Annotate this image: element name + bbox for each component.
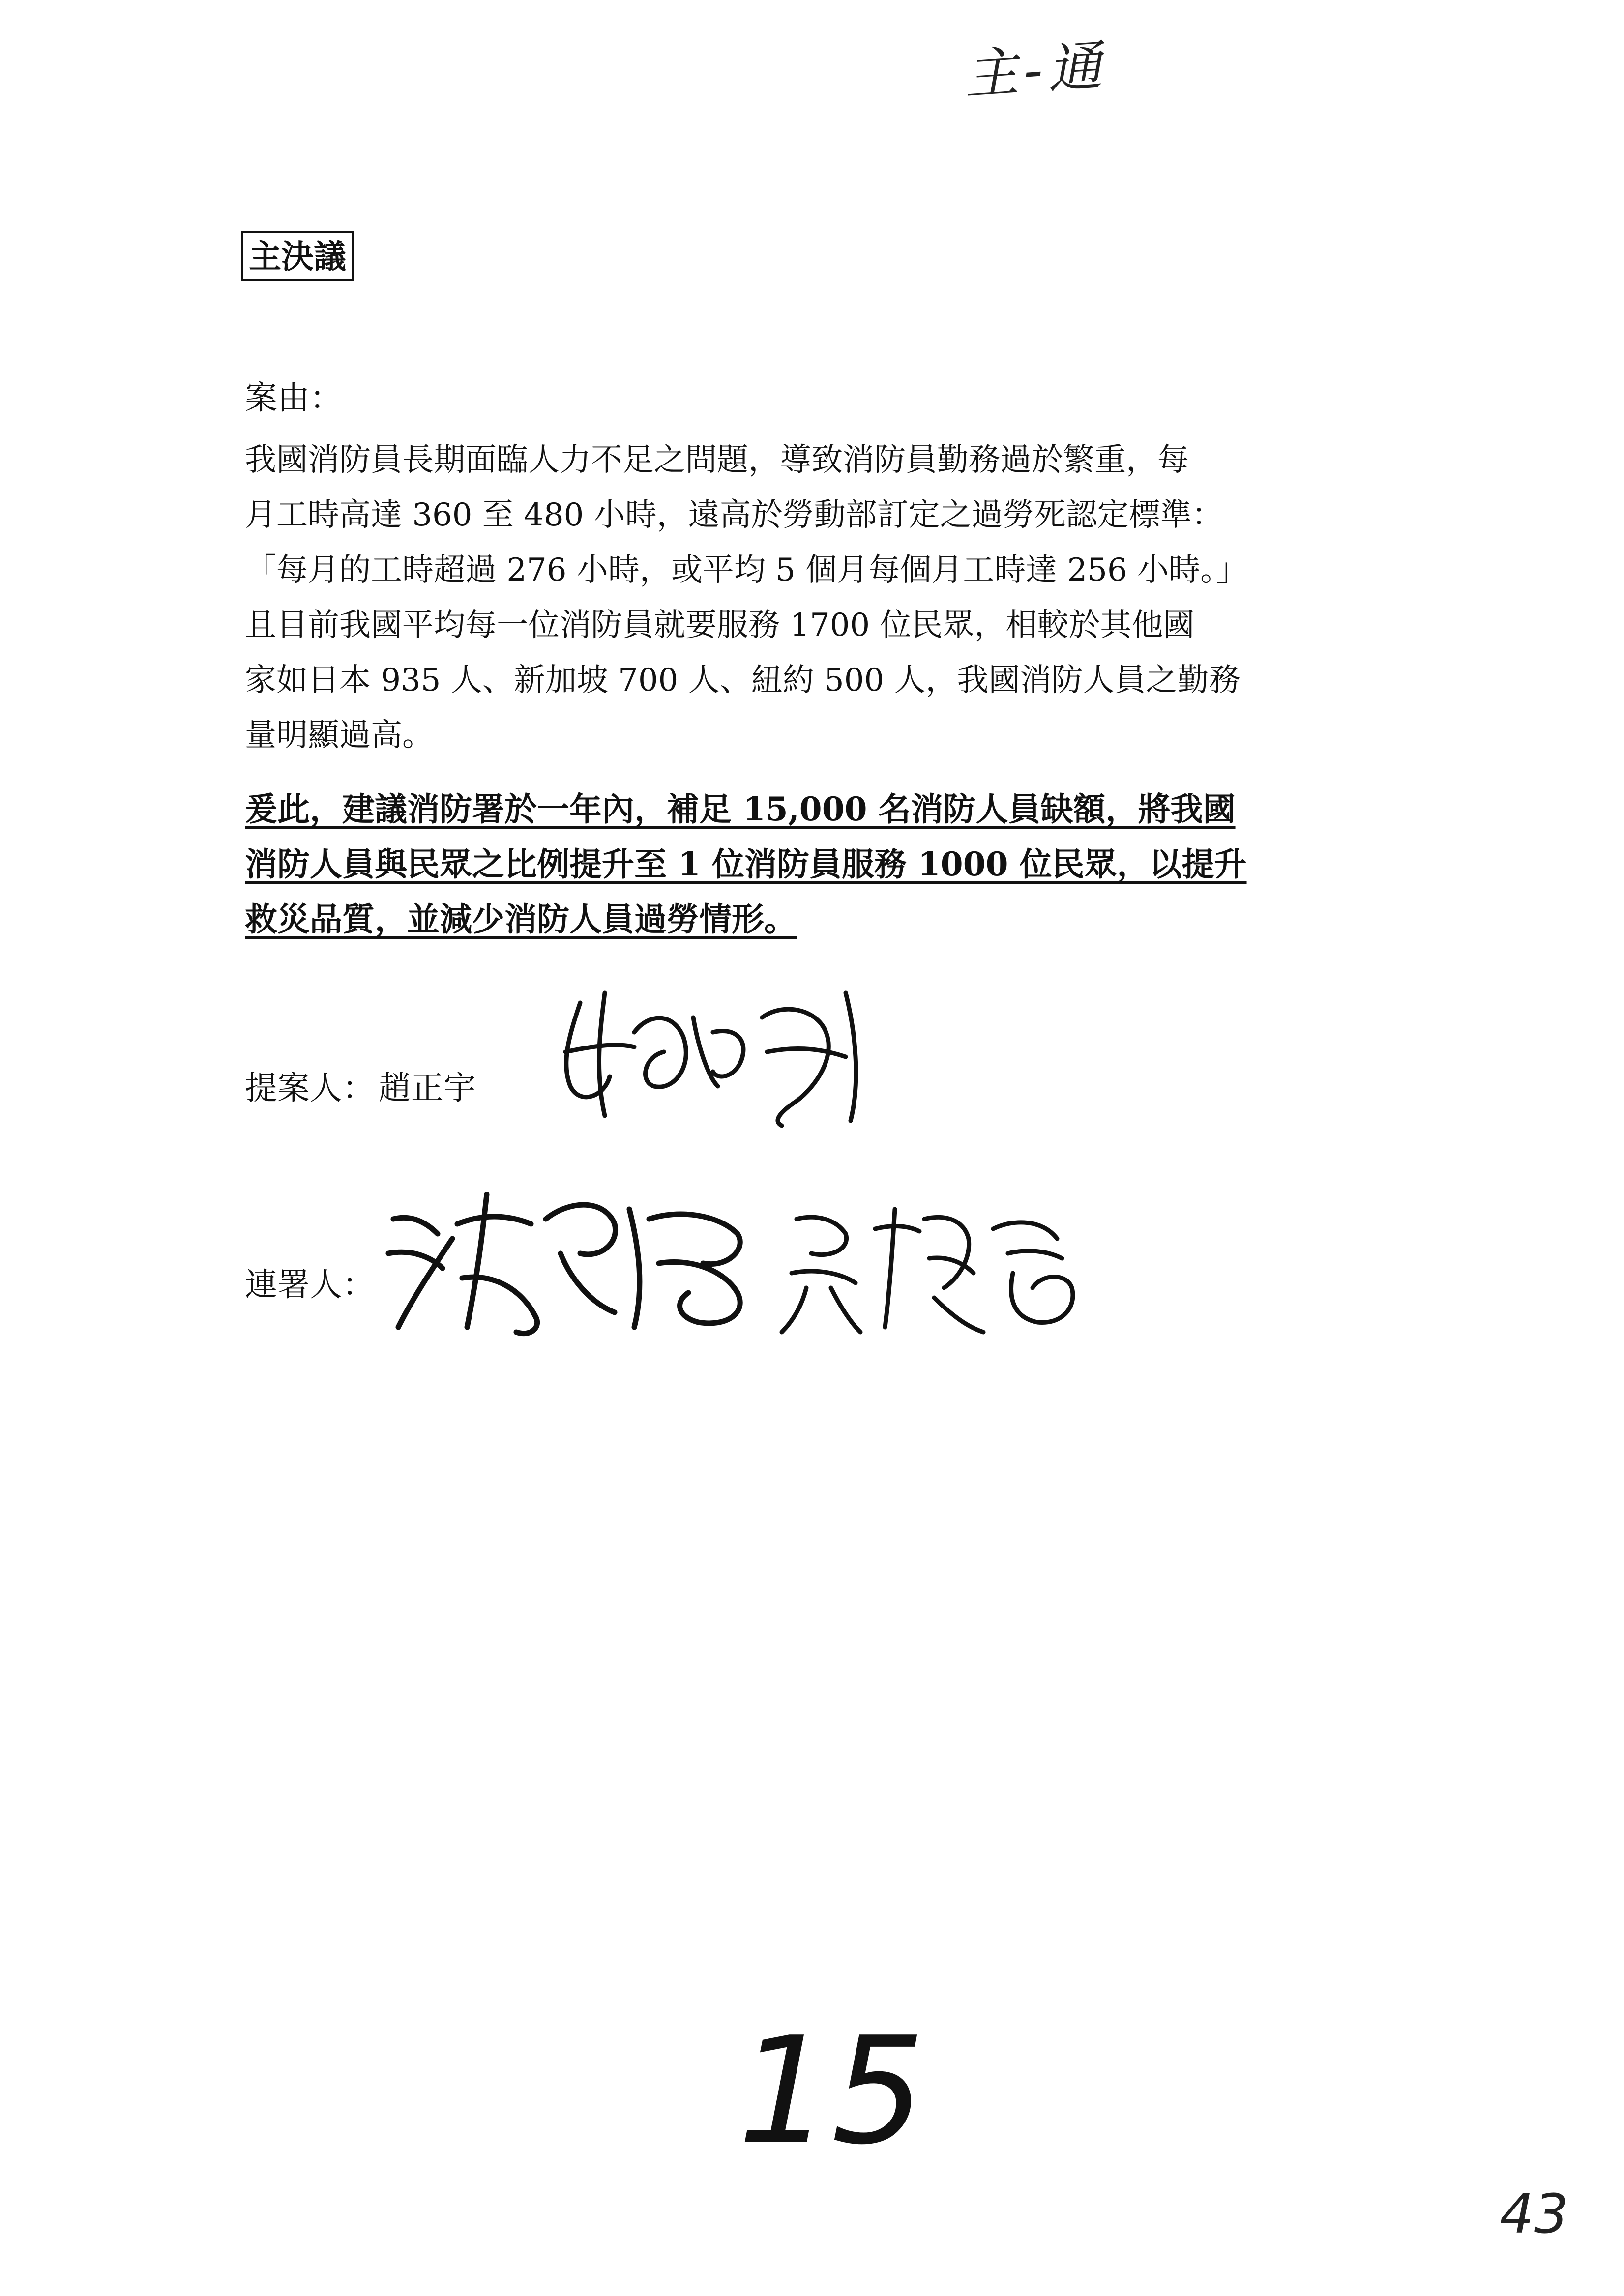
handwritten-page-number: 15 [738, 2005, 925, 2177]
handwritten-corner-number: 43 [1500, 2182, 1568, 2245]
body-line: 「每月的工時超過 276 小時，或平均 5 個月每個月工時達 256 小時。」 [245, 552, 1248, 588]
proposer-name: 趙正宇 [379, 1069, 476, 1107]
main-resolution-label: 主決議 [241, 231, 354, 281]
resolution-text [245, 782, 1381, 947]
body-line: 家如日本 935 人、新加坡 700 人、紐約 500 人，我國消防人員之勤務 [245, 662, 1240, 698]
cosigner-label: 連署人： [245, 1266, 375, 1304]
body-line: 月工時高達 360 至 480 小時，遠高於勞動部訂定之過勞死認定標準： [245, 497, 1223, 533]
resolution-line: 爰此，建議消防署於一年內，補足 15,000 名消防人員缺額，將我國 [245, 790, 1236, 828]
body-line: 量明顯過高。 [245, 717, 434, 754]
body-line: 且目前我國平均每一位消防員就要服務 1700 位民眾，相較於其他國 [245, 607, 1195, 643]
cosigner-signature-1 [384, 1180, 757, 1347]
proposer-label: 提案人： [245, 1069, 375, 1107]
resolution-line: 消防人員與民眾之比例提升至 1 位消防員服務 1000 位民眾，以提升 [245, 845, 1247, 883]
resolution-line: 救災品質，並減少消防人員過勞情形。 [245, 900, 797, 938]
cosigner-signature-2 [777, 1190, 1092, 1337]
case-reason-body [245, 433, 1381, 763]
case-reason-label: 案由： [245, 379, 342, 417]
handwritten-top-note: 主-通 [962, 34, 1109, 107]
body-line: 我國消防員長期面臨人力不足之問題，導致消防員勤務過於繁重，每 [245, 442, 1189, 478]
proposer-signature [551, 973, 895, 1131]
